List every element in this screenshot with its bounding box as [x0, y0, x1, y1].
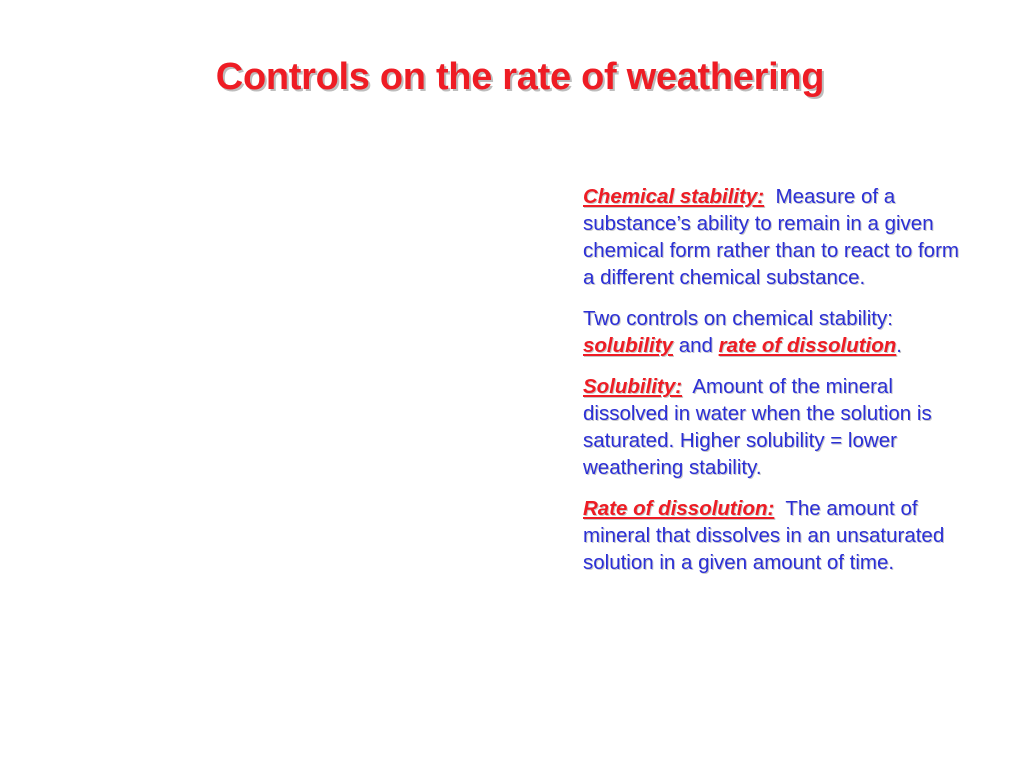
- slide-title: Controls on the rate of weathering: [215, 56, 825, 98]
- rate-of-dissolution-paragraph: [583, 495, 975, 576]
- chemical-stability-definition: Measure of a substance’s ability to remain in a given chemical form rather than to react to form a different chemical substance.: [583, 185, 959, 289]
- solubility-definition: Amount of the mineral dissolved in water when the solution is saturated. Higher solubility = lower weathering stability.: [583, 375, 932, 479]
- chemical-stability-term: Chemical stability:: [583, 185, 765, 208]
- two-controls-paragraph: [583, 305, 975, 359]
- solubility-paragraph: [583, 373, 975, 481]
- slide-body: [583, 183, 975, 590]
- solubility-term-inline: solubility: [583, 334, 673, 357]
- two-controls-end: .: [896, 334, 902, 357]
- rate-of-dissolution-term: Rate of dissolution:: [583, 497, 775, 520]
- rate-of-dissolution-term-inline: rate of dissolution: [718, 334, 897, 357]
- two-controls-intro: Two controls on chemical stability:: [583, 307, 893, 330]
- chemical-stability-paragraph: [583, 183, 975, 291]
- solubility-term: Solubility:: [583, 375, 683, 398]
- rate-of-dissolution-definition: The amount of mineral that dissolves in an unsaturated solution in a given amount of time.: [583, 497, 945, 574]
- two-controls-connector: and: [678, 334, 713, 357]
